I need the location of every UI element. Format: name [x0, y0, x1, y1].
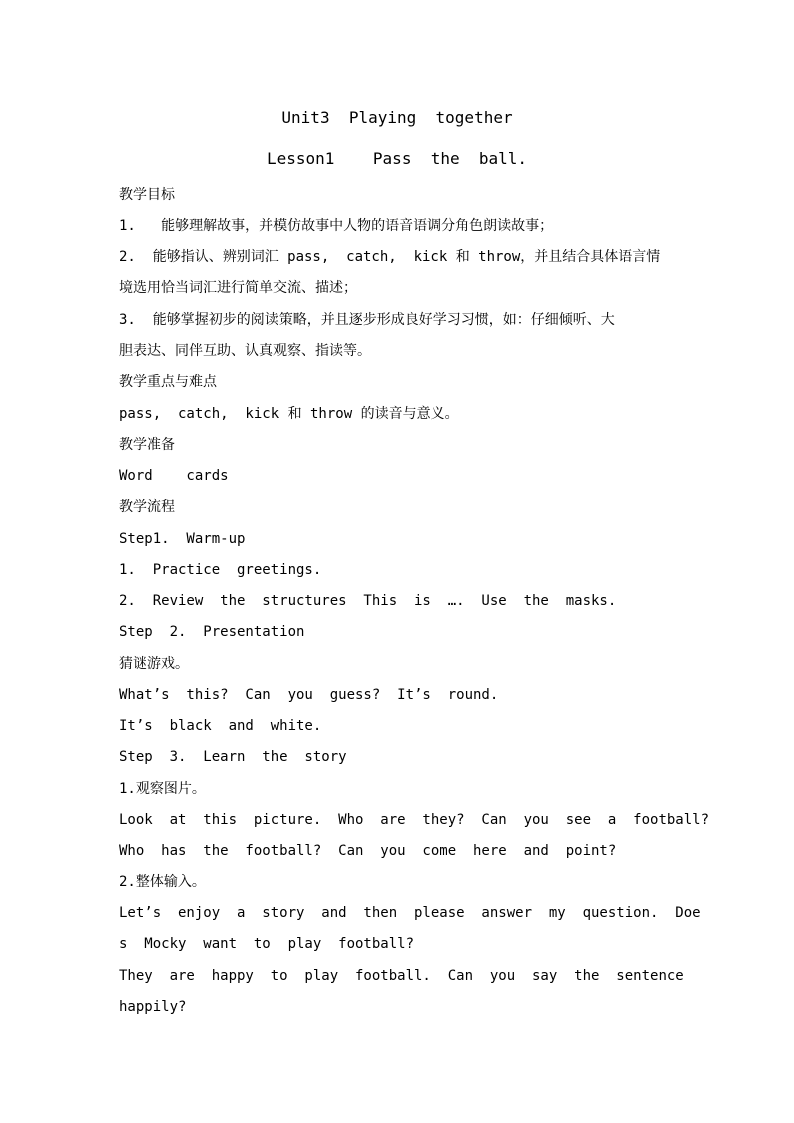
preparation-line: Word cards	[119, 468, 229, 484]
procedure-line: 2.整体输入。	[119, 874, 206, 890]
objective-line: 3. 能够掌握初步的阅读策略，并且逐步形成良好学习习惯，如：仔细倾听、大	[119, 312, 615, 328]
key-points-line: pass, catch, kick 和 throw 的读音与意义。	[119, 406, 459, 422]
procedure-line: 猜谜游戏。	[119, 656, 189, 672]
procedure-line: s Mocky want to play football?	[119, 936, 415, 952]
section-heading-objectives: 教学目标	[119, 187, 175, 203]
procedure-line: 2. Review the structures This is …. Use the masks.	[119, 593, 617, 609]
procedure-line: Let’s enjoy a story and then please answer my question. Doe	[119, 905, 701, 921]
procedure-line: It’s black and white.	[119, 718, 322, 734]
step-heading: Step 3. Learn the story	[119, 749, 347, 765]
objective-line: 1. 能够理解故事，并模仿故事中人物的语音语调分角色朗读故事；	[119, 218, 554, 234]
procedure-line: They are happy to play football. Can you say the sentence	[119, 968, 684, 984]
procedure-line: 1.观察图片。	[119, 781, 206, 797]
section-heading-procedure: 教学流程	[119, 499, 175, 515]
objective-line: 境选用恰当词汇进行简单交流、描述；	[119, 280, 357, 296]
doc-subtitle: Lesson1 Pass the ball.	[266, 149, 528, 168]
objective-line: 2. 能够指认、辨别词汇 pass, catch, kick 和 throw，并且结合具体语言情	[119, 249, 661, 265]
procedure-line: Who has the football? Can you come here and point?	[119, 843, 617, 859]
section-heading-preparation: 教学准备	[119, 437, 175, 453]
procedure-line: What’s this? Can you guess? It’s round.	[119, 687, 499, 703]
procedure-line: 1. Practice greetings.	[119, 562, 322, 578]
step-heading: Step 2. Presentation	[119, 624, 305, 640]
doc-title: Unit3 Playing together	[281, 108, 513, 127]
procedure-line: happily?	[119, 999, 187, 1015]
procedure-line: Look at this picture. Who are they? Can you see a football?	[119, 812, 710, 828]
section-heading-key-points: 教学重点与难点	[119, 374, 217, 390]
step-heading: Step1. Warm-up	[119, 531, 246, 547]
objective-line: 胆表达、同伴互助、认真观察、指读等。	[119, 343, 371, 359]
